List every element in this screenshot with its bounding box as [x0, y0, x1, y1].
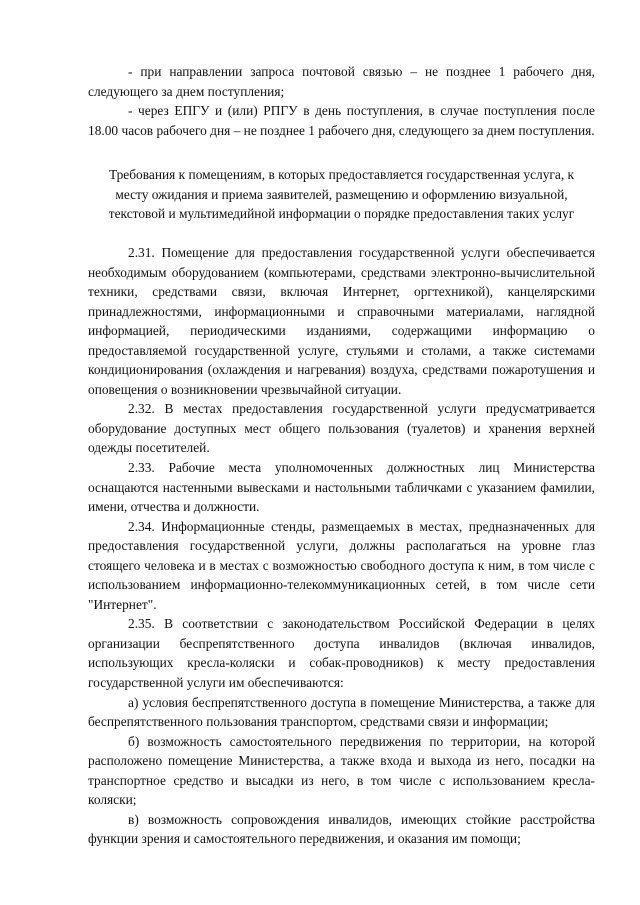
paragraph-postal-deadline: - при направлении запроса почтовой связью – не позднее 1 рабочего дня, следующего за днем поступления; — [88, 64, 595, 99]
paragraph-2-33: 2.33. Рабочие места уполномоченных должностных лиц Министерства оснащаются настенными вывесками и настольными табличками с указанием фамилии, имени, отчества и должности. — [88, 460, 595, 515]
list-item-b: б) возможность самостоятельного передвижения по территории, на которой расположено помещение Министерства, а также входа и выхода из него, посадки на транспортное средство и высадки из него, в том числе с использованием кресла-коляски; — [88, 733, 595, 808]
paragraph-2-35: 2.35. В соответствии с законодательством Российской Федерации в целях организации беспрепятственного доступа инвалидов (включая инвалидов, использующих кресла-коляски и собак-проводников) к месту предоставления государственной услуги им обеспечиваются: — [88, 616, 595, 691]
paragraph-2-34: 2.34. Информационные стенды, размещаемых в местах, предназначенных для предоставления государственной услуги, должны располагаться на уровне глаз стоящего человека и в местах с возможностью свободного доступа к ним, в том числе с использованием информационно-телекоммуникационных сетей, в том числе сети "Интернет". — [88, 518, 595, 612]
paragraph-2-31: 2.31. Помещение для предоставления государственной услуги обеспечивается необходимым оборудованием (компьютерами, средствами электронно-вычислительной техники, средствами связи, включая Интернет, оргтехникой), канцелярскими принадлежностями, информационными и справочными материалами, наглядной информацией, периодическими изданиями, содержащими информацию о предоставляемой государственной услуге, стульями и столами, а также системами кондиционирования (охлаждения и нагревания) воздуха, средствами пожаротушения и оповещения о возникновении чрезвычайной ситуации. — [88, 245, 595, 397]
list-item-a: а) условия беспрепятственного доступа в помещение Министерства, а также для беспрепятственного пользования транспортом, средствами связи и информации; — [88, 694, 595, 730]
section-heading-block — [104, 165, 579, 224]
paragraph-2-32: 2.32. В местах предоставления государственной услуги предусматривается оборудование доступных мест общего пользования (туалетов) и хранения верхней одежды посетителей. — [88, 401, 595, 456]
list-item-v: в) возможность сопровождения инвалидов, имеющих стойкие расстройства функции зрения и самостоятельного передвижения, и оказания им помощи; — [88, 811, 595, 847]
paragraph-epgu-deadline: - через ЕПГУ и (или) РПГУ в день поступления, в случае поступления после 18.00 часов рабочего дня – не позднее 1 рабочего дня, следующего за днем поступления. — [88, 103, 595, 138]
requirements-section — [88, 243, 595, 849]
intro-section — [88, 62, 595, 140]
section-heading: Требования к помещениям, в которых предоставляется государственная услуга, к месту ожидания и приема заявителей, размещению и оформлению визуальной, текстовой и мультимедийной информации о порядке предоставления таких услуг — [108, 167, 575, 222]
